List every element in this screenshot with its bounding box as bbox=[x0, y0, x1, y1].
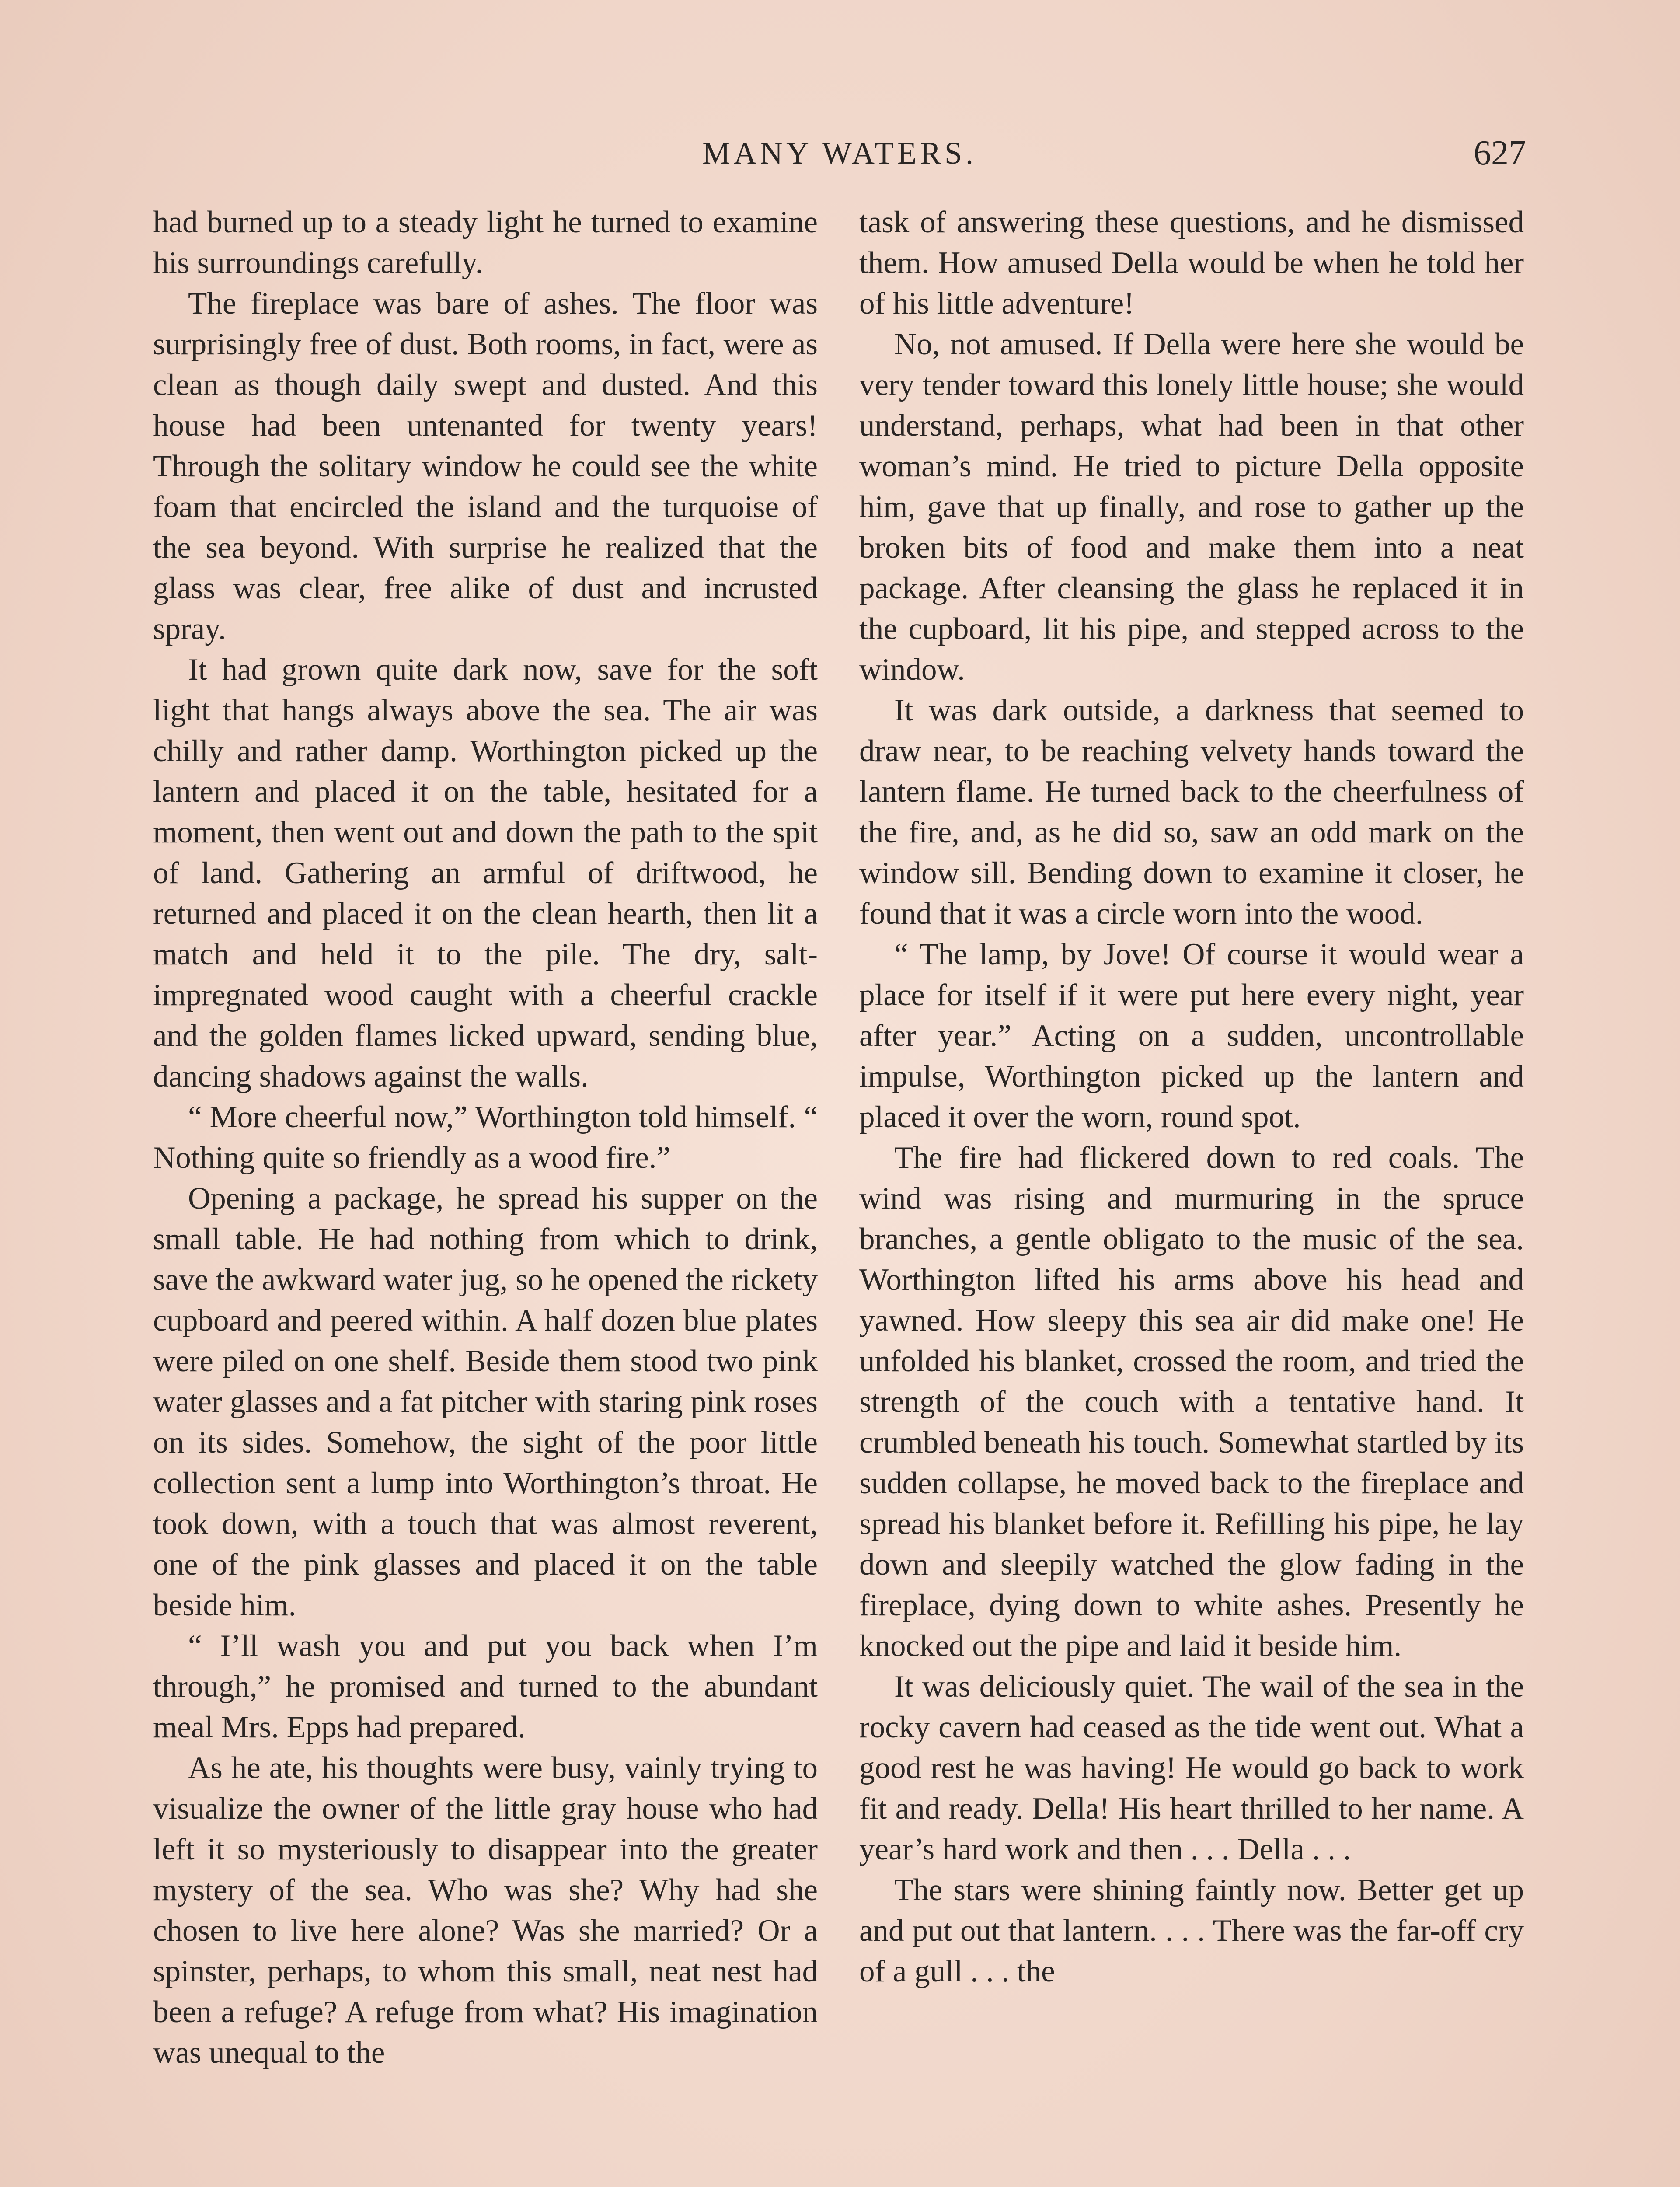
paragraph: It was dark outside, a darkness that seemed to draw near, to be reaching velvety hands toward the lantern flame. He turned back to the cheerfulness of the fire, and, as he did so, saw an odd mark on the window sill. Bending down to examine it closer, he found that it was a circle worn into the wood. bbox=[859, 693, 1524, 931]
paragraph: “ I’ll wash you and put you back when I’m through,” he promised and turned to the abundant meal Mrs. Epps had prepared. bbox=[153, 1629, 818, 1744]
page-number: 627 bbox=[1474, 134, 1526, 172]
paragraph: No, not amused. If Della were here she would be very tender toward this lonely little house; she would understand, perhaps, what had been in that other woman’s mind. He tried to picture Della opposite him, gave that up finally, and rose to gather up the broken bits of food and make them into a neat package. After cleansing the glass he replaced it in the cupboard, lit his pipe, and stepped across to the window. bbox=[859, 327, 1524, 687]
paragraph: “ The lamp, by Jove! Of course it would wear a place for itself if it were put here every night, year after year.” Acting on a sudden, uncontrollable impulse, Worthington picked up the lantern and placed it over the worn, round spot. bbox=[859, 937, 1524, 1134]
running-title: MANY WATERS. bbox=[702, 136, 977, 171]
paragraph: The fire had flickered down to red coals. The wind was rising and murmuring in the spruce branches, a gentle obligato to the music of the sea. Worthington lifted his arms above his head and yawned. How sleepy this sea air did make one! He unfolded his blanket, crossed the room, and tried the strength of the couch with a tentative hand. It crumbled beneath his touch. Somewhat startled by its sudden collapse, he moved back to the fireplace and spread his blanket before it. Refilling his pipe, he lay down and sleepily watched the glow fading in the fireplace, dying down to white ashes. Presently he knocked out the pipe and laid it beside him. bbox=[859, 1141, 1524, 1663]
page-header bbox=[153, 131, 1526, 175]
paragraph: had burned up to a steady light he turned to examine his surroundings carefully. bbox=[153, 205, 818, 280]
left-column bbox=[153, 202, 818, 2073]
right-column bbox=[859, 202, 1524, 1992]
paragraph: “ More cheerful now,” Worthington told himself. “ Nothing quite so friendly as a wood fire.” bbox=[153, 1100, 818, 1175]
paragraph: It had grown quite dark now, save for the soft light that hangs always above the sea. The air was chilly and rather damp. Worthington picked up the lantern and placed it on the table, hesitated for a moment, then went out and down the path to the spit of land. Gathering an armful of driftwood, he returned and placed it on the clean hearth, then lit a match and held it to the pile. The dry, salt-impregnated wood caught with a cheerful crackle and the golden flames licked upward, sending blue, dancing shadows against the walls. bbox=[153, 653, 818, 1094]
paragraph: The fireplace was bare of ashes. The floor was surprisingly free of dust. Both rooms, in fact, were as clean as though daily swept and dusted. And this house had been untenanted for twenty years! Through the solitary window he could see the white foam that encircled the island and the turquoise of the sea beyond. With surprise he realized that the glass was clear, free alike of dust and incrusted spray. bbox=[153, 286, 818, 646]
paragraph: It was deliciously quiet. The wail of the sea in the rocky cavern had ceased as the tide went out. What a good rest he was having! He would go back to work fit and ready. Della! His heart thrilled to her name. A year’s hard work and then . . . Della . . . bbox=[859, 1670, 1524, 1866]
paragraph: task of answering these questions, and he dismissed them. How amused Della would be when he told her of his little adventure! bbox=[859, 205, 1524, 321]
paragraph: As he ate, his thoughts were busy, vainly trying to visualize the owner of the little gray house who had left it so mysteriously to disappear into the greater mystery of the sea. Who was she? Why had she chosen to live here alone? Was she married? Or a spinster, perhaps, to whom this small, neat nest had been a refuge? A refuge from what? His imagination was unequal to the bbox=[153, 1751, 818, 2070]
paragraph: Opening a package, he spread his supper on the small table. He had nothing from which to drink, save the awkward water jug, so he opened the rickety cupboard and peered within. A half dozen blue plates were piled on one shelf. Beside them stood two pink water glasses and a fat pitcher with staring pink roses on its sides. Somehow, the sight of the poor little collection sent a lump into Worthington’s throat. He took down, with a touch that was almost reverent, one of the pink glasses and placed it on the table beside him. bbox=[153, 1181, 818, 1622]
paragraph: The stars were shining faintly now. Better get up and put out that lantern. . . . There was the far-off cry of a gull . . . the bbox=[859, 1873, 1524, 1988]
